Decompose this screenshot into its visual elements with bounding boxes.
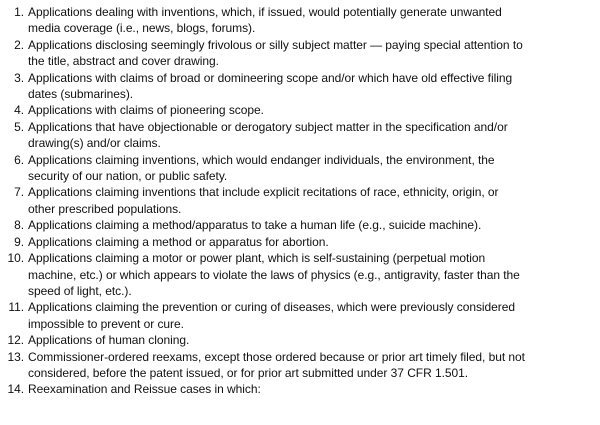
list-item-text-line: media coverage (i.e., news, blogs, forums). bbox=[28, 21, 256, 36]
list-item-6 bbox=[4, 152, 596, 185]
list-item-text-line: dates (submarines). bbox=[28, 87, 134, 102]
list-item-number: 3. bbox=[14, 70, 24, 85]
list-item-number: 1. bbox=[14, 5, 24, 19]
list-item-text-line: considered, before the patent issued, or for prior art submitted under 37 CFR 1.501. bbox=[28, 365, 469, 380]
list-item-11 bbox=[4, 299, 596, 332]
list-item-text-line: impossible to prevent or cure. bbox=[28, 316, 184, 331]
list-item-number: 6. bbox=[14, 152, 24, 167]
list-item-number: 7. bbox=[14, 185, 24, 200]
list-item-text-line: Applications claiming inventions that include explicit recitations of race, ethnicity, origin, or bbox=[28, 185, 499, 200]
list-item-number: 11. bbox=[8, 300, 24, 315]
list-item-text-line: Applications claiming the prevention or curing of diseases, which were previously considered bbox=[28, 300, 515, 315]
list-item-text-line: Applications that have objectionable or derogatory subject matter in the specification and/or bbox=[28, 119, 508, 134]
list-item-number: 4. bbox=[14, 103, 24, 118]
list-item-3 bbox=[4, 70, 596, 103]
list-item-number: 12. bbox=[7, 333, 24, 348]
list-item-text-line: Applications with claims of pioneering scope. bbox=[28, 103, 264, 118]
list-item-text-line: the title, abstract and cover drawing. bbox=[28, 54, 219, 69]
list-item-text-line: Applications claiming a method or apparatus for abortion. bbox=[28, 234, 329, 249]
list-item-7 bbox=[4, 184, 596, 217]
list-item-text-line: Applications with claims of broad or domineering scope and/or which have old effective filing bbox=[28, 70, 513, 85]
list-item-text-line: Applications claiming a method/apparatus to take a human life (e.g., suicide machine). bbox=[28, 218, 482, 233]
list-item-number: 9. bbox=[14, 234, 24, 249]
list-item-text-line: Applications of human cloning. bbox=[28, 333, 190, 348]
list-item-text-line: Commissioner-ordered reexams, except those ordered because or prior art timely filed, but not bbox=[28, 349, 525, 364]
list-item-text-line: security of our nation, or public safety. bbox=[28, 169, 228, 184]
list-item-10 bbox=[4, 250, 596, 299]
list-item-text-line: Applications claiming a motor or power plant, which is self-sustaining (perpetual motion bbox=[28, 251, 486, 266]
list-item-8 bbox=[4, 217, 596, 233]
list-item-number: 13. bbox=[7, 349, 24, 364]
list-item-number: 14. bbox=[7, 382, 24, 397]
list-item-number: 2. bbox=[14, 37, 24, 52]
list-item-13 bbox=[4, 349, 596, 382]
list-item-9 bbox=[4, 234, 596, 250]
list-item-text-line: machine, etc.) or which appears to violate the laws of physics (e.g., antigravity, faster than the bbox=[28, 267, 520, 282]
list-item-text-line: speed of light, etc.). bbox=[28, 283, 132, 298]
list-item-12 bbox=[4, 332, 596, 348]
list-item-text-line: other prescribed populations. bbox=[28, 201, 182, 216]
list-item-1 bbox=[4, 4, 596, 37]
list-item-text-line: drawing(s) and/or claims. bbox=[28, 136, 161, 151]
list-item-text-line: Applications claiming inventions, which would endanger individuals, the environment, the bbox=[28, 152, 495, 167]
list-item-text-line: Reexamination and Reissue cases in which: bbox=[28, 382, 261, 397]
list-item-5 bbox=[4, 119, 596, 152]
list-item-number: 10. bbox=[7, 251, 24, 266]
list-item-text-line: Applications dealing with inventions, which, if issued, would potentially generate unwanted bbox=[28, 5, 502, 19]
list-item-number: 5. bbox=[14, 119, 24, 134]
list-item-text-line: Applications disclosing seemingly frivolous or silly subject matter — paying special attention to bbox=[28, 37, 523, 52]
list-item-14 bbox=[4, 381, 596, 397]
list-item-2 bbox=[4, 37, 596, 70]
list-item-number: 8. bbox=[14, 218, 24, 233]
list-item-4 bbox=[4, 102, 596, 118]
